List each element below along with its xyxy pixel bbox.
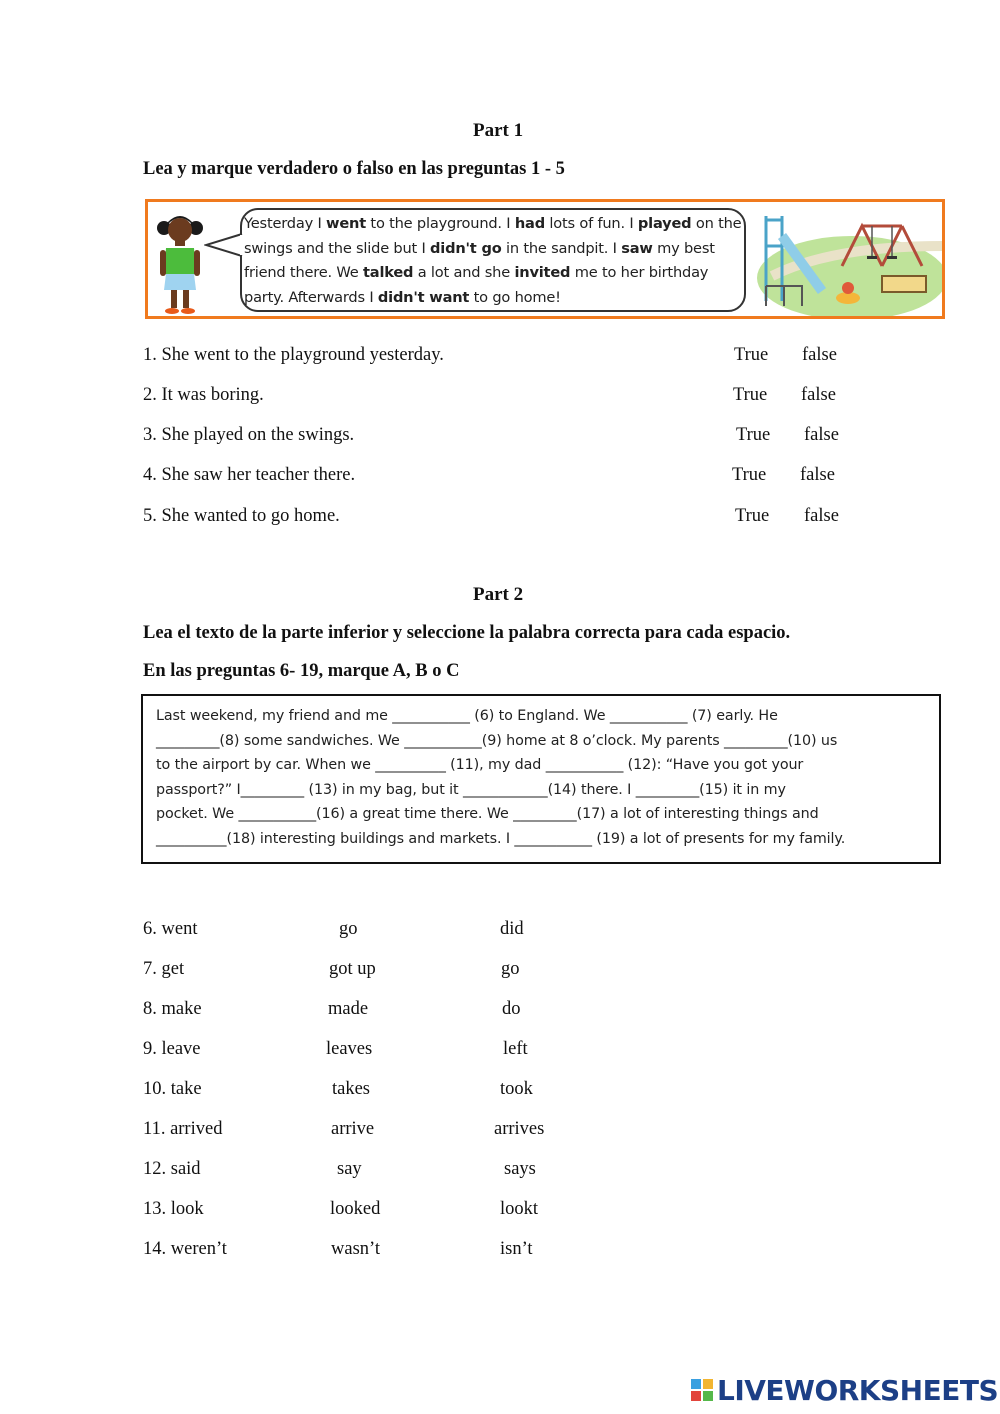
story-segment: to the playground. I: [365, 215, 515, 232]
liveworksheets-logo: [690, 1374, 998, 1406]
option-a[interactable]: 9. leave: [143, 1039, 201, 1059]
part2-instruction: Lea el texto de la parte inferior y seleccione la palabra correcta para cada espacio.: [143, 623, 791, 643]
gap-line: pocket. We ___________(16) a great time there. We _________(17) a lot of interesting things and: [156, 806, 819, 822]
story-segment: on the swings and the slide but I: [244, 215, 742, 257]
option-c[interactable]: did: [500, 919, 524, 939]
option-b[interactable]: got up: [329, 959, 376, 979]
option-a[interactable]: 6. went: [143, 919, 198, 939]
logo-text: LIVEWORKSHEETS: [717, 1373, 999, 1407]
story-verb: saw: [621, 239, 653, 257]
option-b[interactable]: arrive: [331, 1119, 375, 1139]
false-option[interactable]: false: [804, 506, 839, 526]
story-verb: didn't want: [377, 288, 470, 306]
true-option[interactable]: True: [732, 465, 767, 485]
gap-line: to the airport by car. When we __________ (11), my dad ___________ (12): “Have you got your: [156, 757, 804, 773]
story-segment: lots of fun. I: [544, 215, 638, 232]
story-segment: in the sandpit. I: [501, 239, 622, 257]
part1-title: Part 1: [473, 120, 524, 141]
option-b[interactable]: leaves: [326, 1039, 373, 1059]
story-text: [244, 212, 744, 310]
question-text: 5. She wanted to go home.: [143, 506, 340, 526]
story-segment: a lot and she: [413, 264, 515, 281]
story-verb: went: [326, 215, 366, 232]
option-b[interactable]: go: [339, 919, 358, 939]
false-option[interactable]: false: [801, 385, 836, 405]
story-verb: invited: [514, 264, 571, 281]
gap-line: passport?” I_________ (13) in my bag, but it ____________(14) there. I _________(15) it in my: [156, 781, 786, 798]
option-c[interactable]: left: [503, 1039, 528, 1059]
option-a[interactable]: 12. said: [143, 1159, 201, 1179]
option-b[interactable]: say: [337, 1159, 362, 1179]
gap-fill-text: [156, 704, 932, 851]
girl-illustration: [150, 208, 210, 318]
story-banner: [145, 199, 945, 319]
story-verb: played: [637, 215, 692, 232]
false-option[interactable]: false: [804, 425, 839, 445]
speech-bubble-tail: [204, 230, 244, 260]
part1-instruction: Lea y marque verdadero o falso en las preguntas 1 - 5: [143, 159, 565, 179]
part2-title: Part 2: [473, 584, 524, 605]
option-a[interactable]: 11. arrived: [143, 1119, 223, 1139]
option-b[interactable]: made: [328, 999, 369, 1019]
gap-fill-textbox: [141, 694, 941, 864]
part2-instruction-questions: En las preguntas 6- 19, marque A, B o C: [143, 661, 460, 681]
false-option[interactable]: false: [802, 345, 837, 365]
option-c[interactable]: took: [500, 1079, 533, 1099]
option-c[interactable]: go: [501, 959, 520, 979]
story-segment: my best friend there. We: [244, 239, 715, 281]
option-c[interactable]: says: [504, 1159, 536, 1179]
question-text: 4. She saw her teacher there.: [143, 465, 356, 485]
option-c[interactable]: arrives: [494, 1119, 545, 1139]
option-a[interactable]: 8. make: [143, 999, 202, 1019]
gap-line: __________(18) interesting buildings and markets. I ___________ (19) a lot of presents for my family.: [156, 830, 846, 847]
story-verb: had: [514, 215, 545, 232]
story-verb: didn't go: [430, 239, 502, 257]
option-a[interactable]: 10. take: [143, 1079, 202, 1099]
story-segment: me to her birthday party. Afterwards I: [244, 264, 709, 306]
question-text: 2. It was boring.: [143, 385, 264, 405]
true-option[interactable]: True: [734, 345, 769, 365]
playground-illustration: [752, 206, 945, 319]
story-segment: to go home!: [469, 288, 561, 306]
option-a[interactable]: 7. get: [143, 959, 185, 979]
option-a[interactable]: 13. look: [143, 1199, 204, 1219]
option-c[interactable]: do: [502, 999, 521, 1019]
question-text: 3. She played on the swings.: [143, 425, 355, 445]
false-option[interactable]: false: [800, 465, 835, 485]
option-c[interactable]: lookt: [500, 1199, 539, 1219]
gap-line: Last weekend, my friend and me ___________ (6) to England. We ___________ (7) early. He: [156, 708, 778, 724]
story-segment: Yesterday I: [244, 215, 327, 232]
option-b[interactable]: wasn’t: [331, 1239, 380, 1259]
story-verb: talked: [363, 264, 414, 281]
true-option[interactable]: True: [733, 385, 768, 405]
option-b[interactable]: looked: [330, 1199, 381, 1219]
option-a[interactable]: 14. weren’t: [143, 1239, 227, 1259]
option-c[interactable]: isn’t: [500, 1239, 533, 1259]
true-option[interactable]: True: [736, 425, 771, 445]
gap-line: _________(8) some sandwiches. We ___________(9) home at 8 o’clock. My parents _________(10) us: [156, 732, 838, 749]
logo-blocks-icon: [690, 1378, 714, 1402]
true-option[interactable]: True: [735, 506, 770, 526]
question-text: 1. She went to the playground yesterday.: [143, 345, 444, 365]
option-b[interactable]: takes: [332, 1079, 371, 1099]
